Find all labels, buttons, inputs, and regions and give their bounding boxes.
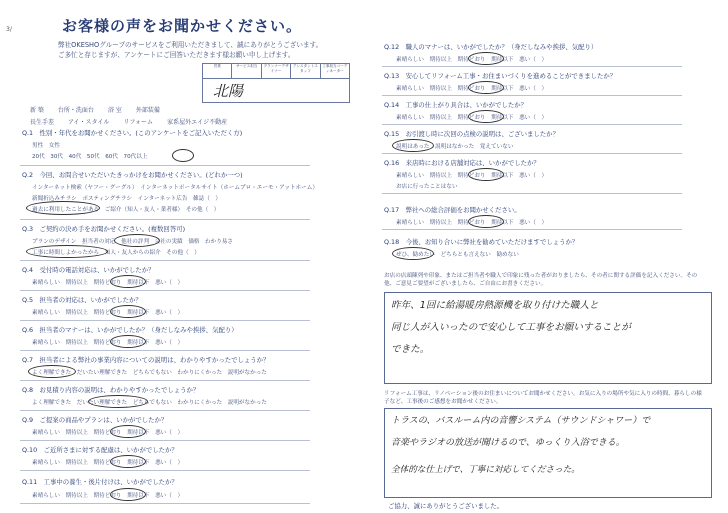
checkbox-8[interactable]: 家系屋外エイジ不動産 — [167, 119, 228, 126]
q1-options-a: 男性 女性 — [32, 143, 60, 149]
q12-answer-mark — [468, 52, 504, 65]
checkbox-1[interactable]: 新 築 — [30, 107, 44, 114]
stamp-col-0: 営業 — [203, 64, 232, 78]
q15-options: 説明はあった 説明はなかった 覚えていない — [396, 144, 514, 150]
checkbox-2[interactable]: 台所・洗面台 — [57, 107, 94, 114]
q14-answer-mark — [468, 110, 504, 123]
q6-answer-mark — [110, 335, 146, 348]
question-11: Q.11 工事中の養生・後片付けは、いかがでしたか？ — [22, 478, 178, 486]
q8-answer-mark — [88, 395, 148, 408]
q10-answer-mark — [110, 455, 146, 468]
q1-answer-mark — [172, 149, 194, 162]
q11-options: 素晴らしい 期待以上 期待どおり 期待以下 悪い（ ） — [32, 493, 184, 499]
comment-box-2 — [384, 408, 712, 498]
intro-line-1: 弊社OKESHOグループのサービスをご利用いただきまして、誠にありがとうございます。 — [58, 41, 323, 49]
question-10: Q.10 ご近所さまに対する配慮は、いかがでしたか？ — [22, 446, 178, 454]
q3-options-a: プランのデザイン 担当者の対応 他社の評判 会社の実績 価格 わかり易さ — [32, 239, 233, 245]
checkbox-5[interactable]: 長生手差 — [30, 119, 55, 126]
question-17: Q.17 弊社への総合評価をお聞かせください。 — [384, 206, 521, 214]
q2-options-a: インターネット検索（ヤフー・グーグル） インターネットポータルサイト（ホームプロ・エーモ・アットホーム） — [32, 185, 318, 191]
q3-options-b: 工事に時間しよかったから 知人・友人からの紹介 その他（ ） — [32, 250, 200, 256]
q12-options: 素晴らしい 期待以上 期待どおり 期待以下 悪い（ ） — [396, 57, 548, 63]
q4-options: 素晴らしい 期待以上 期待どおり 期待以下 悪い（ ） — [32, 280, 184, 286]
question-18: Q.18 今後、お知り合いに弊社を勧めていただけますでしょうか？ — [384, 238, 579, 246]
q7-options: よく理解できた だいたい理解できた どちらでもない わかりにくかった 説明がなかった — [32, 370, 267, 376]
comment-1-line-3: できた。 — [391, 344, 430, 355]
stamp-handwritten-name: 北陽 — [213, 82, 244, 100]
question-15: Q.15 お引渡し時に次回の点検の説明は、ございましたか？ — [384, 130, 559, 138]
q18-answer-mark — [392, 247, 434, 260]
question-14: Q.14 工事の仕上がり具合は、いかがでしたか？ — [384, 101, 528, 109]
page-right — [364, 0, 728, 513]
q10-options: 素晴らしい 期待以上 期待どおり 期待以下 悪い（ ） — [32, 460, 184, 466]
q16-answer-mark — [468, 168, 504, 181]
checkbox-4[interactable]: 外部装備 — [135, 107, 160, 114]
q11-answer-mark — [110, 488, 146, 501]
question-2: Q.2 今回、お問合せいただいたきっかけをお聞かせください。(どれか一つ) — [22, 171, 243, 179]
question-5: Q.5 担当者の対応は、いかがでしたか？ — [22, 296, 142, 304]
comment-2-prompt: リフォーム工事は、リノベーション後のお住まいについてお聞かせください。お気に入りの場所や気に入りの時間、暮らしの様子など、工事後のご感想をお聞かせください。 — [384, 391, 702, 405]
q2-options-b: 新聞折込みチラシ ポスティングチラシ インターネット広告 雑誌（ ） — [32, 196, 222, 202]
q16-options-a: 素晴らしい 期待以上 期待どおり 期待以下 悪い（ ） — [396, 173, 548, 179]
comment-2-line-1: トラスの、バスルーム内の音響システム（サウンドシャワー）で — [391, 416, 651, 426]
checkbox-7[interactable]: リフォーム — [123, 119, 154, 126]
q5-options: 素晴らしい 期待以上 期待どおり 期待以下 悪い（ ） — [32, 310, 184, 316]
q9-options: 素晴らしい 期待以上 期待どおり 期待以下 悪い（ ） — [32, 430, 184, 436]
stamp-col-2: プランナーデザイナー — [262, 64, 291, 78]
q1-options-b: 20代 30代 40代 50代 60代 70代以上 — [32, 154, 148, 160]
page-title: お客様の声をお聞かせください。 — [62, 17, 303, 35]
question-16: Q.16 来店時における店舗対応は、いかがでしたか？ — [384, 159, 540, 167]
q14-options: 素晴らしい 期待以上 期待どおり 期待以下 悪い（ ） — [396, 115, 548, 121]
q2-answer-mark — [26, 201, 100, 215]
q16-options-b: お店に行ったことはない — [396, 184, 458, 190]
question-7: Q.7 担当者による弊社の事業内容についての説明は、わかりやすかったでしょうか？ — [22, 356, 270, 364]
comment-1-line-2: 同じ人が入いったので安心して工事をお願いすることが — [391, 322, 631, 333]
comment-box-1 — [384, 292, 712, 384]
q3-answer-mark-b — [26, 245, 108, 258]
q13-answer-mark — [468, 81, 504, 94]
q6-options: 素晴らしい 期待以上 期待どおり 期待以下 悪い（ ） — [32, 340, 184, 346]
checkbox-6[interactable]: アイ・スタイル — [68, 119, 110, 126]
question-8: Q.8 お見積り内容の説明は、わかりやすかったでしょうか？ — [22, 386, 200, 394]
comment-2-line-3: 全体的な仕上げで、丁寧に対応してくださった。 — [391, 465, 580, 475]
question-1: Q.1 性別・年代をお聞かせください。(このアンケートをご記入いただく方) — [22, 129, 243, 137]
intro-line-2: ご多忙と存じますが、アンケートにご回答いただきます様お願い申し上げます。 — [58, 51, 295, 59]
comment-1-line-1: 昨年、1回に給湯暖房熱源機を取り付けた職人と — [391, 300, 599, 311]
q9-answer-mark — [110, 425, 146, 438]
question-12: Q.12 職人のマナーは、いかがでしたか？（身だしなみや挨拶、気配り） — [384, 43, 598, 51]
comment-1-prompt: お店の店頭陳列や印象、またはご担当者や職人で印象に残った者がおりましたら、その者に関する評価を記入ください。その他、ご意見ご要望がございましたら、ご自由にお書きください。 — [384, 273, 698, 287]
q18-options: ぜひ、勧めたい どちらとも言えない 勧めない — [396, 252, 519, 258]
question-4: Q.4 受付時の電話対応は、いかがでしたか？ — [22, 266, 155, 274]
category-checkboxes — [30, 105, 290, 126]
q7-answer-mark — [28, 365, 76, 378]
stamp-grid — [202, 63, 350, 103]
question-9: Q.9 ご提案の商品やプランは、いかがでしたか？ — [22, 416, 168, 424]
q3-answer-mark-a — [114, 234, 160, 247]
question-6: Q.6 担当者のマナーは、いかがでしたか？（身だしなみや挨拶、気配り） — [22, 326, 238, 334]
comment-2-line-2: 音楽やラジオの放送が聞けるので、ゆっくり入浴できる。 — [391, 438, 625, 448]
question-3: Q.3 ご契約の決め手をお聞かせください。(複数回答可) — [22, 225, 186, 233]
q8-options: よく理解できた だいたい理解できた どちらでもない わかりにくかった 説明がなかった — [32, 400, 267, 406]
q2-options-c: 過去に利用したことがある ご紹介（知人・友人・業者様） その他（ ） — [32, 207, 220, 213]
stamp-col-4: 工事担当コーディネーター — [322, 64, 348, 73]
q15-answer-mark — [392, 139, 434, 152]
q17-answer-mark — [468, 215, 504, 228]
question-13: Q.13 安心してリフォーム工事・お住まいづくりを進めることができましたか？ — [384, 72, 617, 80]
stamp-col-1: サービス担当 — [232, 64, 261, 78]
q4-answer-mark — [110, 275, 146, 288]
q17-options: 素晴らしい 期待以上 期待どおり 期待以下 悪い（ ） — [396, 220, 548, 226]
corner-mark: 3/ — [6, 26, 12, 33]
stamp-col-3: アシスタントスタッフ — [291, 64, 320, 78]
footer-thanks: ご協力、誠にありがとうございました。 — [388, 502, 504, 510]
q5-answer-mark — [110, 305, 146, 318]
checkbox-3[interactable]: 浴 室 — [107, 107, 122, 114]
q13-options: 素晴らしい 期待以上 期待どおり 期待以下 悪い（ ） — [396, 86, 548, 92]
